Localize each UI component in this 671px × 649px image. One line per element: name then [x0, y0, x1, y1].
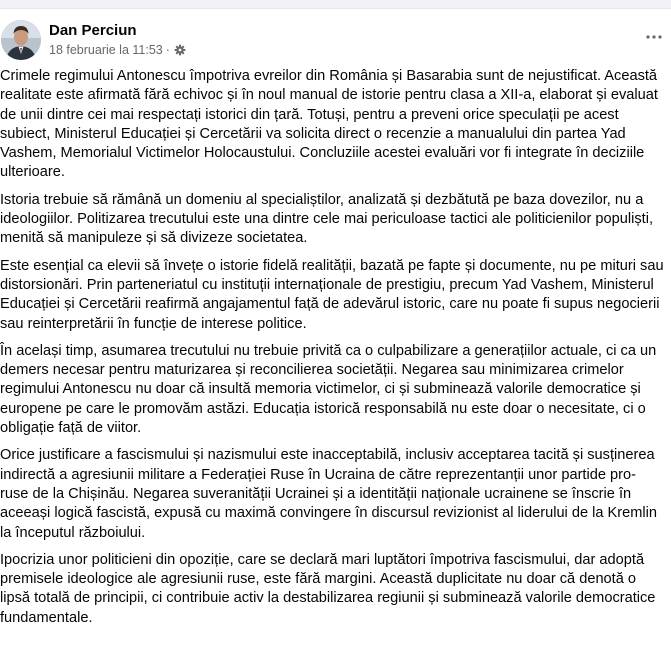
post-paragraph: Ipocrizia unor politicieni din opoziție, care se declară mari luptători împotriva fascismului, dar adoptă premisele ideologice ale agresiunii ruse, este fără margini. Această duplicitate nu doar că denotă o lipsă totală de principii, ci contribuie activ la destabilizarea regiunii și subminează valorile democratice fundamentale. [0, 551, 656, 626]
profile-photo [1, 20, 41, 60]
avatar[interactable] [1, 20, 41, 60]
post-paragraph: Crimele regimului Antonescu împotriva evreilor din România și Basarabia sunt de nejustificat. Această realitate este afirmată fără echivoc și în noul manual de istorie pentru clasa a XII-a, elaborat și evaluat de unii dintre cei mai respectați istorici din țară. Totuși, pentru a preveni orice speculații pe acest subiect, Ministerul Educației și Cercetării va solicita direct o recenzie a manualului din partea Yad Vashem, Memorialul Victimelor Holocaustului. Concluziile acestei evaluări vor fi integrate în deciziile ulterioare. [0, 68, 658, 181]
post-paragraph: Istoria trebuie să rămână un domeniu al specialiștilor, analizată și dezbătută pe baza dovezilor, nu a ideologiilor. Politizarea trecutului este una dintre cele mai periculoase tactici ale politicienilor populiști, menită să manipuleze și să divizeze societatea. [0, 191, 654, 247]
post-timestamp[interactable]: 18 februarie la 11:53 [49, 43, 163, 57]
post-body [0, 67, 671, 636]
gear-icon[interactable] [174, 44, 186, 56]
post-paragraph: Este esențial ca elevii să învețe o istorie fidelă realității, bazată pe fapte și documente, nu pe mituri sau distorsionări. Prin parteneriatul cu instituții internaționale de prestigiu, precum Yad Vashem, Ministerul Educației și Cercetării reafirmă angajamentul față de adevărul istoric, care nu poate fi supus negocierii sau reinterpretării în funcție de interese politice. [0, 257, 664, 332]
author-name[interactable]: Dan Perciun [49, 22, 137, 39]
post-paragraph: În același timp, asumarea trecutului nu trebuie privită ca o culpabilizare a generațiilor actuale, ci ca un demers necesar pentru maturizarea și reconcilierea societății. Negarea sau minimizarea crimelor regimului Antonescu nu doar că insultă memoria victimelor, ci și subminează valorile democratice și europene pe care le promovăm astăzi. Educația istorică responsabilă nu este doar o necesitate, ci o obligație față de viitor. [0, 342, 657, 437]
more-options-icon [646, 35, 662, 39]
meta-separator: · [165, 43, 170, 57]
post-header [0, 8, 671, 66]
post-paragraph: Orice justificare a fascismului și nazismului este inacceptabilă, inclusiv acceptarea tacită și susținerea indirectă a agresiunii militare a Federației Ruse în Ucraina de către reprezentanții unor partide pro- ruse de la Chișinău. Negarea suveranității Ucrainei și a identității naționale ucrainene se înscrie în aceeași logică fascistă, expusă cu maximă convingere în discursul revizionist al liderului de la Kremlin la începutul războiului. [0, 447, 658, 541]
more-options-button[interactable] [640, 27, 668, 47]
post-meta [49, 43, 186, 57]
